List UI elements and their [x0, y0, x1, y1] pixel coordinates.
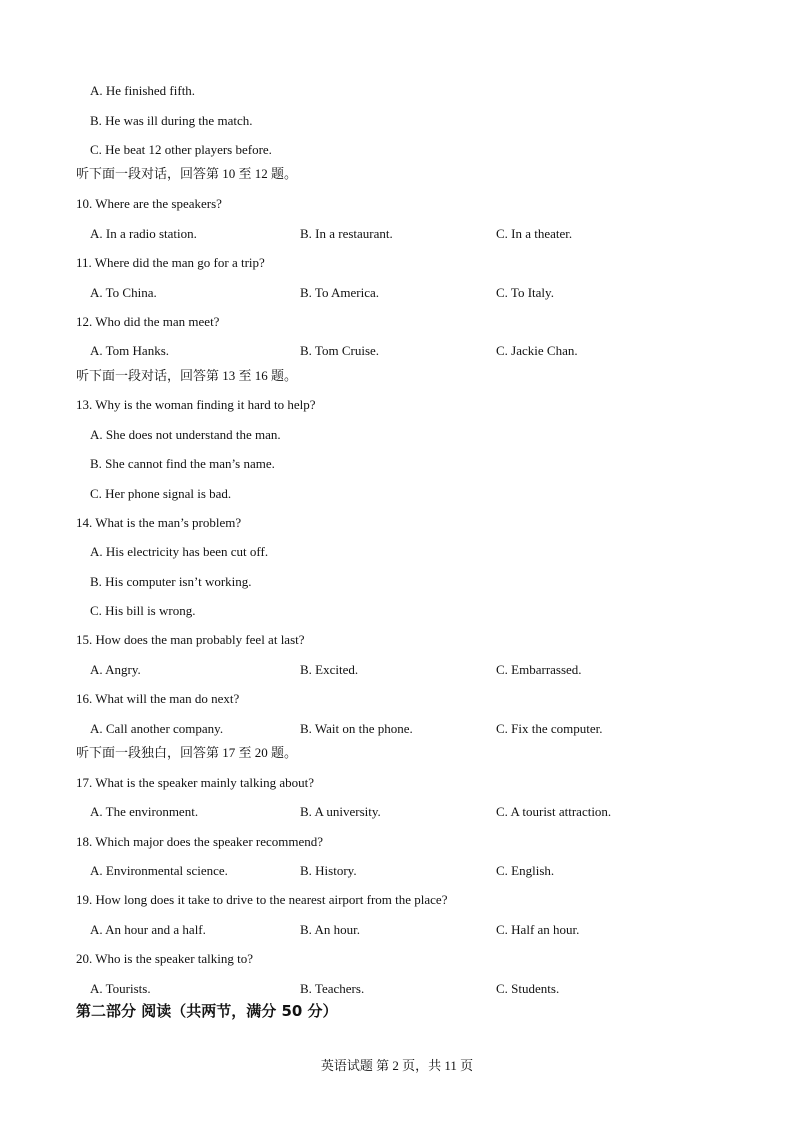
q14-option-c: C. His bill is wrong. [90, 603, 196, 618]
q10-option-a: A. In a radio station. [90, 226, 197, 241]
q15-option-a: A. Angry. [90, 662, 141, 677]
q18-option-c: C. English. [496, 863, 555, 878]
q20-option-c: C. Students. [496, 981, 560, 996]
q20-option-b: B. Teachers. [300, 981, 365, 996]
q17-option-b: B. A university. [300, 804, 381, 819]
q16-option-a: A. Call another company. [90, 721, 224, 736]
page-footer: 英语试题 第 2 页，共 11 页 [320, 1058, 474, 1073]
q9-option-c: C. He beat 12 other players before. [90, 142, 272, 157]
q18-option-a: A. Environmental science. [90, 863, 228, 878]
q13-option-b: B. She cannot find the man’s name. [90, 456, 275, 471]
q11-option-a: A. To China. [90, 285, 157, 300]
q10-stem: 10. Where are the speakers? [76, 196, 222, 211]
instruction-13-16: 听下面一段对话，回答第 13 至 16 题。 [76, 368, 298, 383]
q20-stem: 20. Who is the speaker talking to? [76, 951, 254, 966]
q12-option-b: B. Tom Cruise. [300, 343, 380, 358]
q15-option-c: C. Embarrassed. [496, 662, 582, 677]
q20-option-a: A. Tourists. [90, 981, 151, 996]
q14-stem: 14. What is the man’s problem? [76, 515, 242, 530]
q19-stem: 19. How long does it take to drive to the nearest airport from the place? [76, 892, 448, 907]
q11-option-b: B. To America. [300, 285, 380, 300]
q12-option-a: A. Tom Hanks. [90, 343, 170, 358]
q18-stem: 18. Which major does the speaker recommend? [76, 834, 324, 849]
q18-option-b: B. History. [300, 863, 357, 878]
q14-option-b: B. His computer isn’t working. [90, 574, 252, 589]
q15-stem: 15. How does the man probably feel at last? [76, 632, 305, 647]
q13-stem: 13. Why is the woman finding it hard to help? [76, 397, 316, 412]
q10-option-c: C. In a theater. [496, 226, 573, 241]
q12-stem: 12. Who did the man meet? [76, 314, 220, 329]
q14-option-a: A. His electricity has been cut off. [90, 544, 269, 559]
q9-option-a: A. He finished fifth. [90, 83, 196, 98]
q13-option-c: C. Her phone signal is bad. [90, 486, 232, 501]
q11-stem: 11. Where did the man go for a trip? [76, 255, 265, 270]
instruction-10-12: 听下面一段对话，回答第 10 至 12 题。 [76, 166, 298, 181]
q15-option-b: B. Excited. [300, 662, 359, 677]
q19-option-b: B. An hour. [300, 922, 360, 937]
q16-option-b: B. Wait on the phone. [300, 721, 413, 736]
q9-option-b: B. He was ill during the match. [90, 113, 253, 128]
q12-option-c: C. Jackie Chan. [496, 343, 578, 358]
q16-stem: 16. What will the man do next? [76, 691, 240, 706]
q13-option-a: A. She does not understand the man. [90, 427, 281, 442]
q16-option-c: C. Fix the computer. [496, 721, 603, 736]
q19-option-a: A. An hour and a half. [90, 922, 206, 937]
part-two-title: 第二部分 阅读（共两节，满分 50 分） [76, 1002, 338, 1020]
instruction-17-20: 听下面一段独白，回答第 17 至 20 题。 [76, 745, 298, 760]
q19-option-c: C. Half an hour. [496, 922, 580, 937]
q17-option-a: A. The environment. [90, 804, 199, 819]
q17-stem: 17. What is the speaker mainly talking about? [76, 775, 315, 790]
q10-option-b: B. In a restaurant. [300, 226, 393, 241]
q17-option-c: C. A tourist attraction. [496, 804, 612, 819]
q11-option-c: C. To Italy. [496, 285, 554, 300]
